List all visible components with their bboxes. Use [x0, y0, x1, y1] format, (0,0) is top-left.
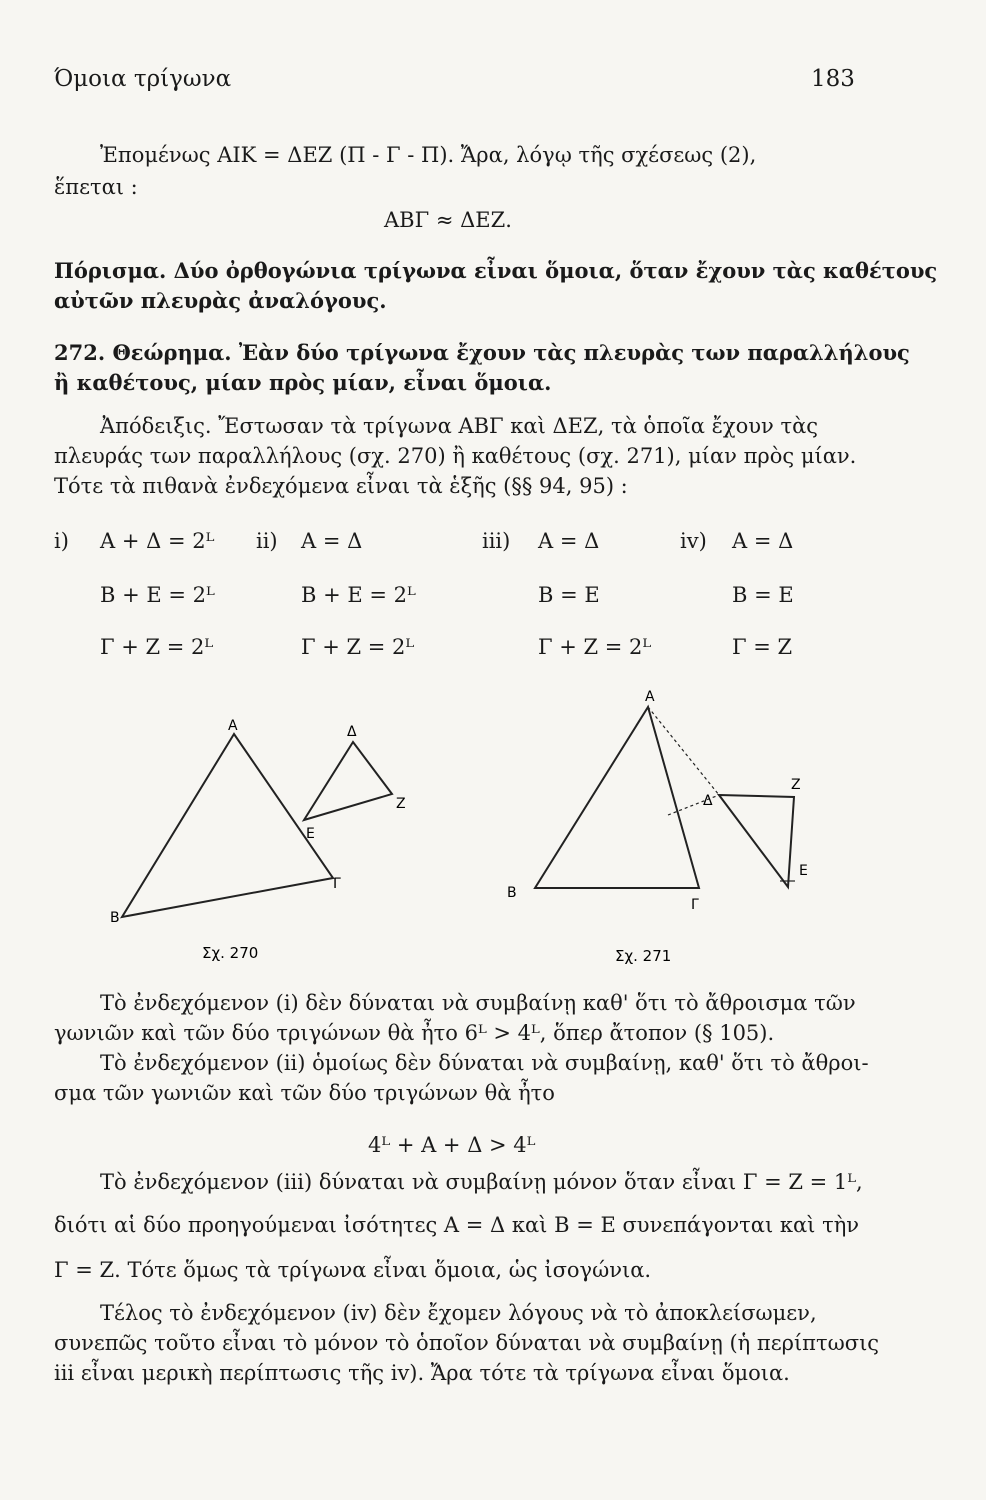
case-equation: Α = Δ: [301, 529, 363, 553]
vertex-label: Δ: [703, 793, 713, 809]
vertex-label: Γ: [691, 897, 699, 913]
vertex-label: Ζ: [396, 796, 406, 812]
body-line: Τέλος τὸ ἐνδεχόμενον (iv) δὲν ἔχομεν λόγους νὰ τὸ ἀποκλείσωμεν,: [100, 1301, 817, 1325]
triangle-abg: [535, 707, 699, 888]
proof-line: πλευράς των παραλλήλους (σχ. 270) ἢ καθέτους (σχ. 271), μίαν πρὸς μίαν.: [54, 444, 857, 468]
case-label: ii): [256, 529, 278, 553]
body-line: γωνιῶν καὶ τῶν δύο τριγώνων θὰ ἦτο 6ᴸ > 4ᴸ, ὅπερ ἄτοπον (§ 105).: [54, 1021, 775, 1045]
vertex-label: Α: [228, 718, 238, 734]
body-line: Γ = Ζ. Τότε ὅμως τὰ τρίγωνα εἶναι ὅμοια, ὡς ἰσογώνια.: [54, 1258, 652, 1282]
case-equation: Β = Ε: [538, 583, 600, 607]
similarity-statement: ΑΒΓ ≈ ΔΕΖ.: [384, 208, 512, 232]
figure-270: [100, 712, 430, 962]
figure-caption: Σχ. 271: [615, 947, 672, 965]
body-line: Τὸ ἐνδεχόμενον (ii) ὁμοίως δὲν δύναται νὰ συμβαίνῃ, καθ' ὅτι τὸ ἄθροι-: [100, 1051, 869, 1075]
figure-caption: Σχ. 270: [202, 944, 259, 962]
body-line: Τὸ ἐνδεχόμενον (iii) δύναται νὰ συμβαίνῃ μόνον ὅταν εἶναι Γ = Ζ = 1ᴸ,: [100, 1170, 863, 1194]
body-line: Τὸ ἐνδεχόμενον (i) δὲν δύναται νὰ συμβαίνῃ καθ' ὅτι τὸ ἄθροισμα τῶν: [100, 991, 856, 1015]
body-line: iii εἶναι μερικὴ περίπτωσις τῆς iv). Ἄρα τότε τὰ τρίγωνα εἶναι ὅμοια.: [54, 1361, 790, 1385]
theorem-line: 272. Θεώρημα. Ἐὰν δύο τρίγωνα ἔχουν τὰς πλευρὰς των παραλλήλους: [54, 340, 910, 365]
case-label: iii): [482, 529, 511, 553]
case-equation: Γ + Ζ = 2ᴸ: [301, 635, 415, 659]
vertex-label: Ε: [799, 863, 808, 879]
vertex-label: Δ: [347, 724, 357, 740]
proof-line: Τότε τὰ πιθανὰ ἐνδεχόμενα εἶναι τὰ ἑξῆς (§§ 94, 95) :: [54, 474, 628, 498]
figure-271: [505, 685, 835, 965]
triangle-dez: [719, 795, 794, 887]
case-equation: Α + Δ = 2ᴸ: [100, 529, 215, 553]
case-equation: Γ + Ζ = 2ᴸ: [538, 635, 652, 659]
triangle-abg: [122, 734, 333, 917]
vertex-label: Β: [507, 885, 517, 901]
porism-line: Πόρισμα. Δύο ὀρθογώνια τρίγωνα εἶναι ὅμοια, ὅταν ἔχουν τὰς καθέτους: [54, 258, 938, 283]
case-equation: Β + Ε = 2ᴸ: [301, 583, 416, 607]
text-line: ἕπεται :: [54, 175, 138, 199]
triangle-dez: [304, 742, 392, 820]
vertex-label: Β: [110, 910, 120, 926]
vertex-label: Α: [645, 689, 655, 705]
vertex-label: Ζ: [791, 777, 801, 793]
case-equation: Α = Δ: [538, 529, 600, 553]
case-equation: Β = Ε: [732, 583, 794, 607]
page-number: 183: [811, 66, 855, 92]
case-equation: Β + Ε = 2ᴸ: [100, 583, 215, 607]
body-line: διότι αἱ δύο προηγούμεναι ἰσότητες Α = Δ καὶ Β = Ε συνεπάγονται καὶ τὴν: [54, 1213, 860, 1237]
formula: 4ᴸ + Α + Δ > 4ᴸ: [368, 1133, 536, 1157]
case-label: i): [54, 529, 69, 553]
case-label: iv): [680, 529, 707, 553]
body-line: σμα τῶν γωνιῶν καὶ τῶν δύο τριγώνων θὰ ἦτο: [54, 1081, 555, 1105]
body-line: συνεπῶς τοῦτο εἶναι τὸ μόνον τὸ ὁποῖον δύναται νὰ συμβαίνῃ (ἡ περίπτωσις: [54, 1331, 880, 1355]
vertex-label: Ε: [306, 826, 315, 842]
theorem-line: ἢ καθέτους, μίαν πρὸς μίαν, εἶναι ὅμοια.: [54, 370, 552, 395]
case-equation: Γ = Ζ: [732, 635, 793, 659]
running-title: Όμοια τρίγωνα: [54, 66, 232, 92]
case-equation: Γ + Ζ = 2ᴸ: [100, 635, 214, 659]
porism-line: αὐτῶν πλευρὰς ἀναλόγους.: [54, 288, 387, 313]
case-equation: Α = Δ: [732, 529, 794, 553]
text-line: Ἐπομένως ΑΙΚ = ΔΕΖ (Π - Γ - Π). Ἄρα, λόγῳ τῆς σχέσεως (2),: [100, 143, 757, 167]
proof-line: Ἀπόδειξις. Ἔστωσαν τὰ τρίγωνα ΑΒΓ καὶ ΔΕΖ, τὰ ὁποῖα ἔχουν τὰς: [100, 414, 819, 438]
vertex-label: Γ: [333, 876, 341, 892]
